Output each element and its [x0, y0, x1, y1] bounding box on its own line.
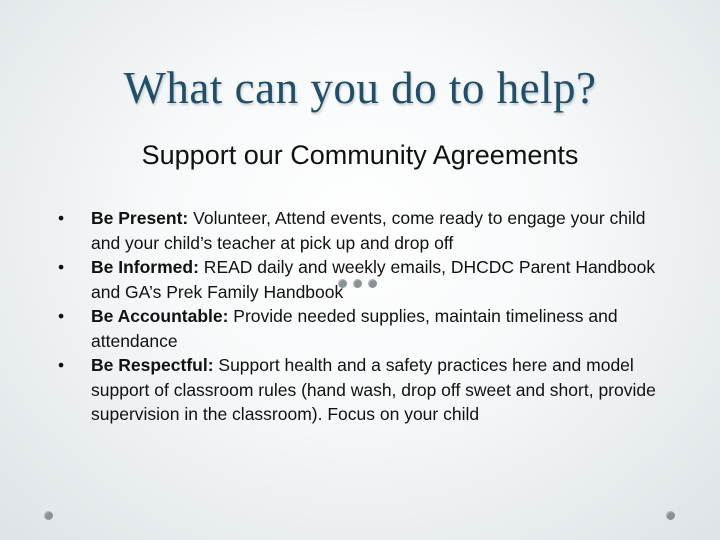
bullet-label: Be Accountable: [91, 306, 229, 326]
decorative-dot-bottom-left [44, 511, 53, 520]
bullet-label: Be Respectful: [91, 355, 214, 375]
bullet-icon: • [58, 306, 65, 326]
decorative-dot-bottom-right [666, 511, 675, 520]
bullet-text: Support health and a safety practices here and model support of classroom rules (hand wash, drop off sweet and short, provide supervision in the classroom). Focus on your child [91, 355, 656, 424]
list-item [58, 353, 668, 427]
bullet-text: READ daily and weekly emails, DHCDC Parent Handbook and GA’s Prek Family Handbook [91, 257, 656, 302]
bullet-text: Provide needed supplies, maintain timeliness and attendance [91, 306, 618, 351]
bullet-label: Be Informed: [91, 257, 199, 277]
slide-title: What can you do to help? [123, 63, 597, 113]
bullet-label: Be Present: [91, 208, 189, 228]
bullet-icon: • [58, 257, 65, 277]
bullet-text: Volunteer, Attend events, come ready to engage your child and your child’s teacher at pick up and drop off [91, 208, 646, 253]
list-item [58, 255, 668, 304]
bullet-icon: • [58, 355, 65, 375]
bullet-icon: • [58, 208, 65, 228]
list-item [58, 206, 668, 255]
list-item [58, 304, 668, 353]
agreements-list [58, 206, 668, 427]
slide-subtitle: Support our Community Agreements [141, 140, 579, 170]
